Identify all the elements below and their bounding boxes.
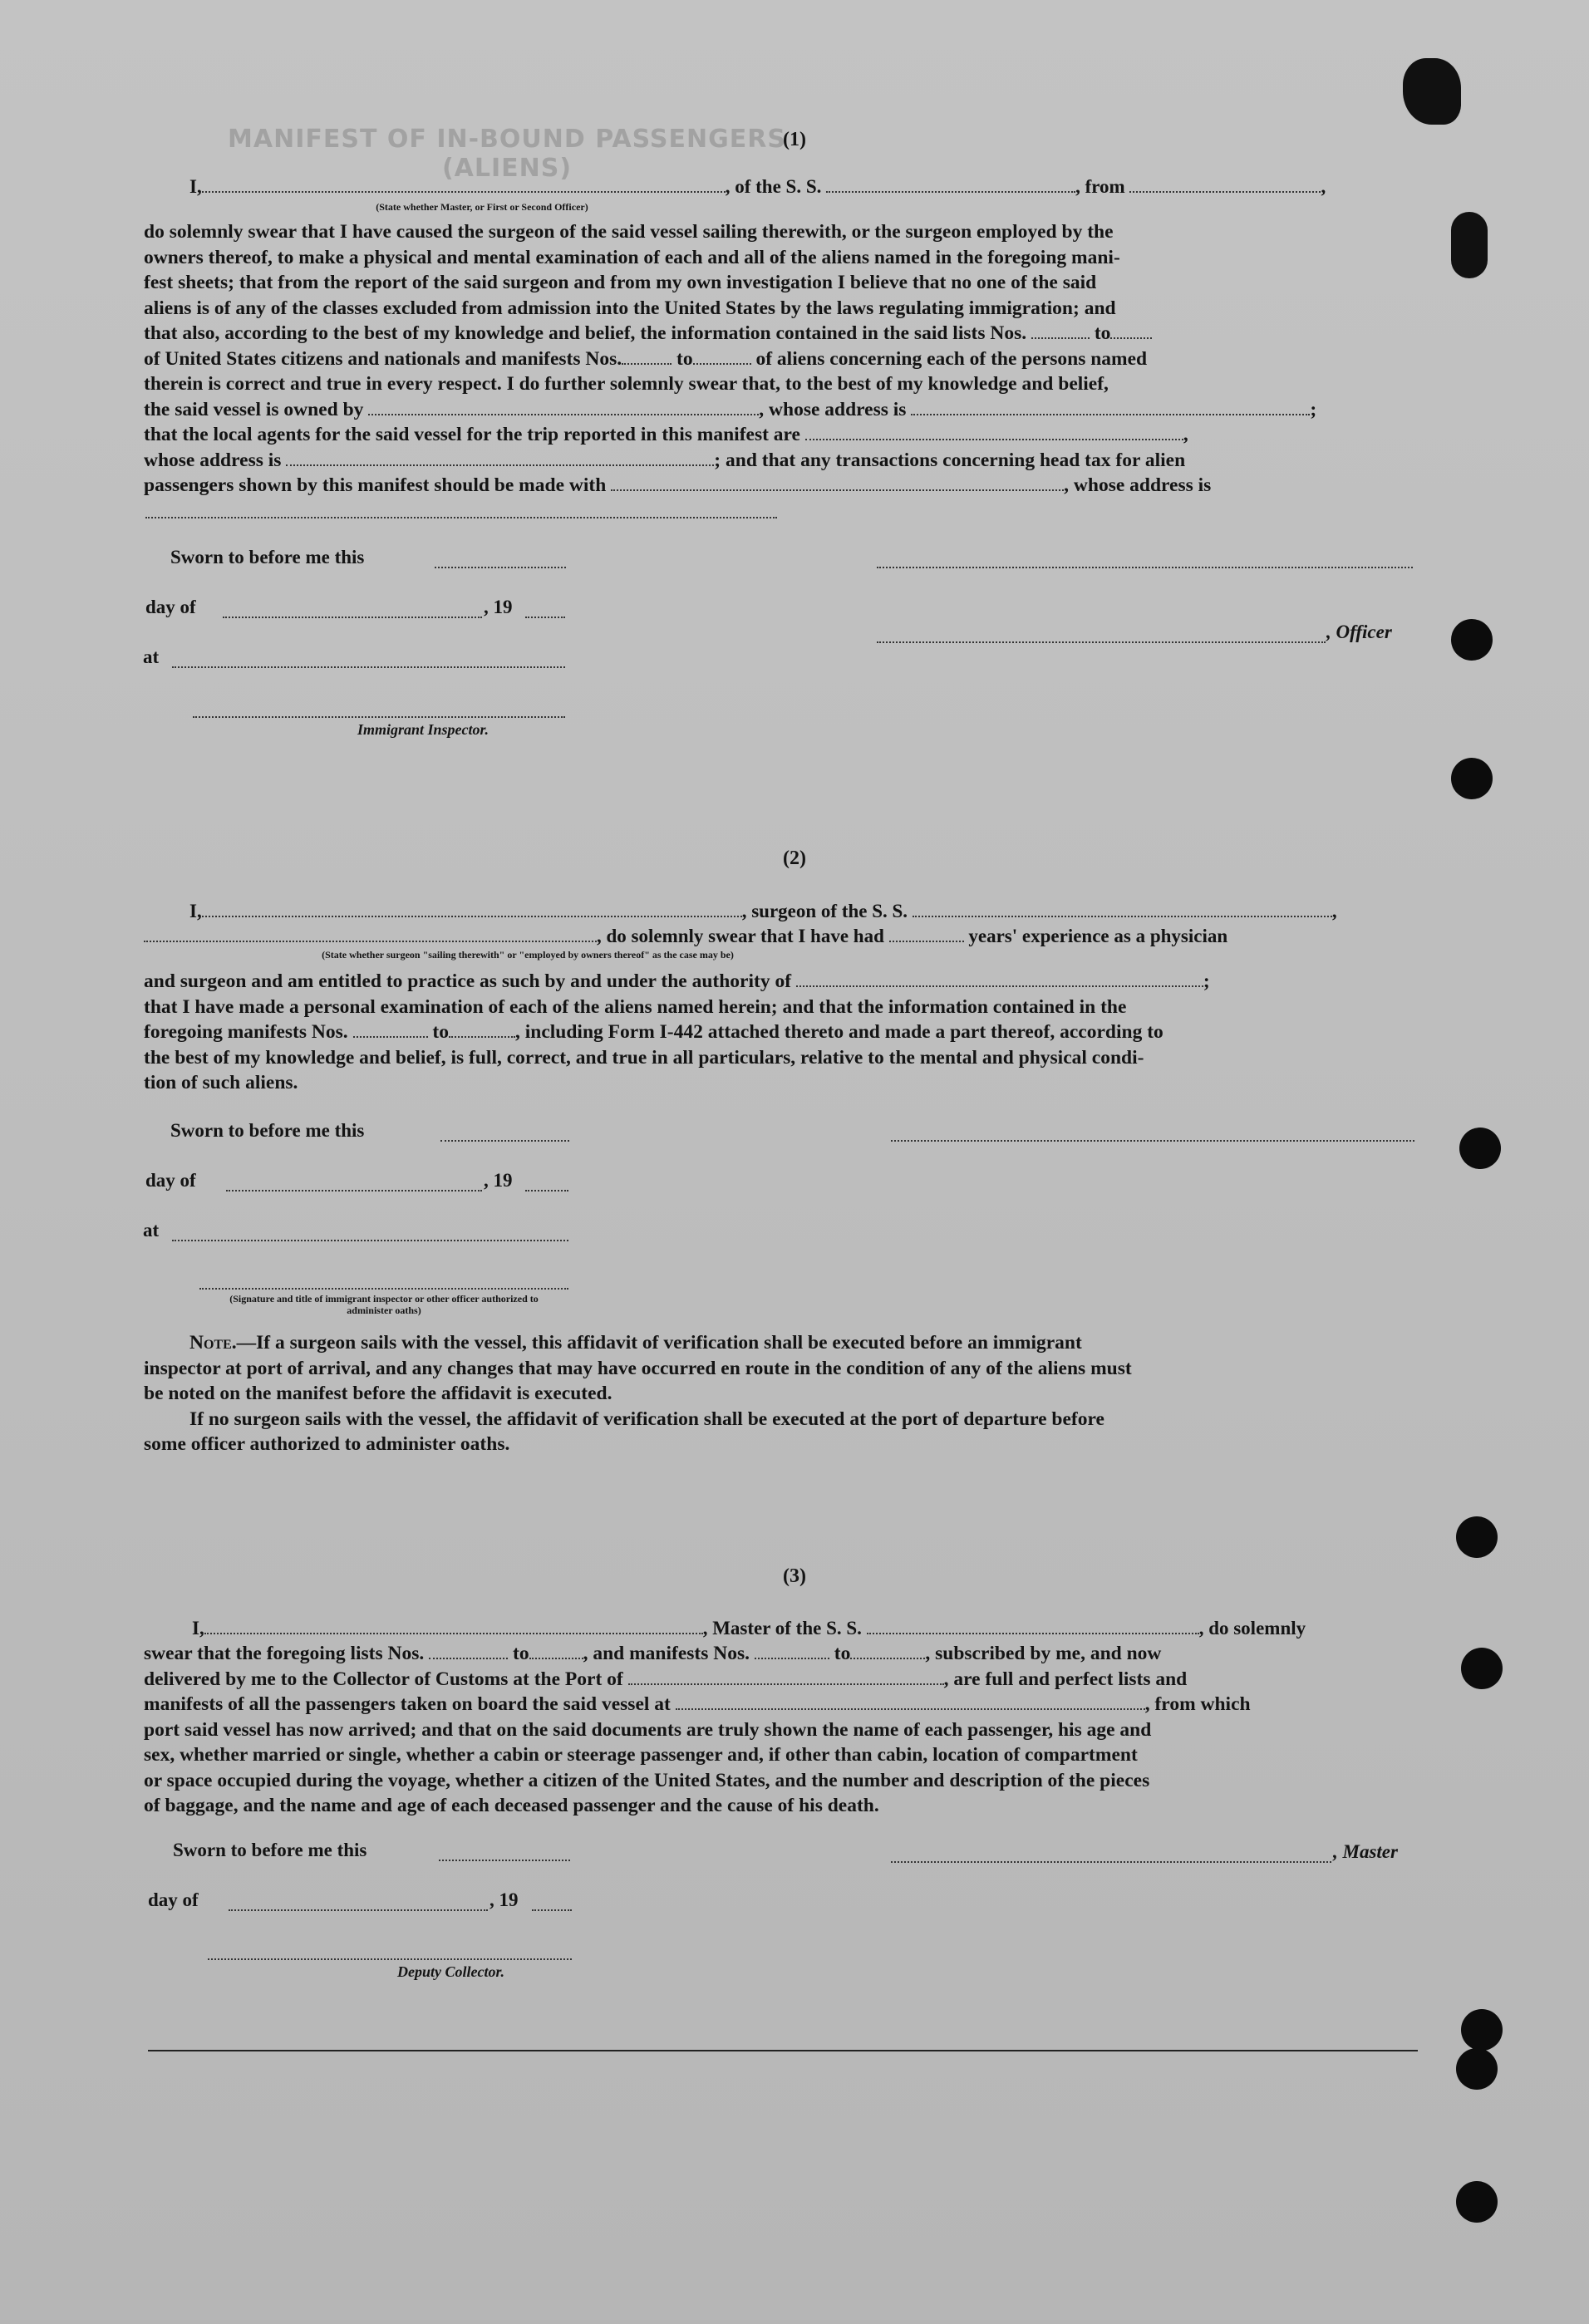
- section-2-surgeon-note: (State whether surgeon "sailing therewith" or "employed by owners thereof" as the case may be): [322, 949, 734, 961]
- alien-manifests-from-field[interactable]: [622, 348, 672, 365]
- bottom-rule: [148, 2050, 1418, 2051]
- administering-officer-note: (Signature and title of immigrant inspector or other officer authorized to administer oaths): [229, 1293, 539, 1316]
- head-tax-contact-field[interactable]: [611, 474, 1064, 491]
- officer-name-field[interactable]: [202, 176, 726, 193]
- binder-hole-7: [1456, 2048, 1498, 2090]
- section-2-manifests-to-field[interactable]: [449, 1021, 515, 1038]
- authority-field[interactable]: [796, 970, 1203, 987]
- alien-manifests-to-field[interactable]: [693, 348, 751, 365]
- master-name-field[interactable]: [204, 1618, 703, 1634]
- binder-hole-5: [1461, 1648, 1503, 1689]
- head-tax-address-field[interactable]: [145, 515, 777, 518]
- section-3-master-label: , Master: [1333, 1841, 1398, 1862]
- immigrant-inspector-signature-field[interactable]: [193, 715, 565, 718]
- section-1-year-field[interactable]: [525, 615, 565, 618]
- section-2-day-label: day of: [145, 1170, 196, 1191]
- binder-hole-6: [1461, 2009, 1503, 2051]
- section-1-at-label: at: [143, 646, 160, 667]
- section-3-day-field[interactable]: [229, 1908, 488, 1911]
- binder-hole-3: [1459, 1128, 1501, 1169]
- section-3-manifests-to-field[interactable]: [850, 1643, 925, 1659]
- agents-address-field[interactable]: [286, 450, 714, 466]
- years-experience-field[interactable]: [889, 926, 964, 942]
- administering-officer-signature-field[interactable]: [199, 1286, 568, 1290]
- binder-hole-1: [1451, 619, 1493, 661]
- surgeon-status-field[interactable]: [144, 926, 597, 942]
- section-3-year-label: , 19: [489, 1889, 519, 1910]
- citizen-lists-to-field[interactable]: [1110, 322, 1152, 339]
- section-3-year-field[interactable]: [532, 1908, 572, 1911]
- section-3-vessel-field[interactable]: [867, 1618, 1199, 1634]
- section-1-officer-note: (State whether Master, or First or Second Officer): [376, 201, 588, 213]
- section-1-sworn-label: Sworn to before me this: [170, 547, 365, 567]
- section-1-number: (1): [783, 129, 806, 150]
- section-1-at-field[interactable]: [172, 665, 565, 668]
- section-3-day-label: day of: [148, 1889, 199, 1910]
- section-2-number: (2): [783, 848, 806, 869]
- section-3-body: swear that the foregoing lists Nos. to , and manifests Nos. to , subscribed by me, and now delivered by me to the Collector of Customs at the Port of , are full and perfect lists and manifests of all the passengers taken on board the said vessel at , from which port said vessel has now arrived; and that on the said documents are truly shown the name of each passenger, his age and sex, whether married or single, whether a cabin or steerage passenger and, if other than cabin, location of compartment or space occupied during the voyage, whether a citizen of the United States, and the number and description of the pieces of baggage, and the name and age of each deceased passenger and the cause of his death.: [144, 1643, 1251, 1816]
- section-2-at-field[interactable]: [172, 1238, 568, 1241]
- section-2-line-2: , do solemnly swear that I have had years' experience as a physician: [144, 924, 1415, 949]
- section-1-officer-label: , Officer: [1326, 622, 1392, 642]
- binder-hole-2: [1451, 758, 1493, 799]
- section-2-at-label: at: [143, 1220, 160, 1241]
- deputy-collector-label: Deputy Collector.: [397, 1963, 504, 1980]
- master-signature-field[interactable]: [891, 1860, 1331, 1863]
- owner-address-field[interactable]: [911, 399, 1310, 415]
- section-2-sworn-label: Sworn to before me this: [170, 1120, 365, 1141]
- section-3-lists-from-field[interactable]: [429, 1643, 508, 1659]
- section-3-sworn-label: Sworn to before me this: [173, 1840, 367, 1860]
- binder-hole-8: [1456, 2181, 1498, 2223]
- surgeon-signature-field[interactable]: [891, 1138, 1414, 1142]
- section-3-line-1: I, , Master of the S. S. , do solemnly: [192, 1618, 1306, 1639]
- section-1-body: do solemnly swear that I have caused the surgeon of the said vessel sailing therewith, or the surgeon employed by the owners thereof, to make a physical and mental examination of each and all of the aliens named in the foregoing mani- fest sheets; that from the report of the said surgeon and from my own investigation I believe that no one of the said aliens is of any of the classes excluded from admission into the United States by the laws regulating immigration; and that also, according to the best of my knowledge and belief, the information contained in the said lists Nos. to of United States citizens and nationals and manifests Nos. to of aliens concerning each of the persons named therein is correct and true in every respect. I do further solemnly swear that, to the best of my knowledge and belief, the said vessel is owned by , whose address is ; that the local agents for the said vessel for the trip reported in this manifest are , whose address is ; and that any transactions concerning head tax for alien passengers shown by this manifest should be made with , whose address is: [144, 221, 1317, 496]
- section-1-day-label: day of: [145, 597, 196, 617]
- section-2-note: Note.—If a surgeon sails with the vessel, this affidavit of verification shall be executed before an immigrant inspector at port of arrival, and any changes that may have occurred en route in the condition of any of the aliens must be noted on the manifest before the affidavit is executed. If no surgeon sails with the vessel, the affidavit of verification shall be executed at the port of departure before some officer authorized to administer oaths.: [144, 1332, 1132, 1455]
- departure-port-field[interactable]: [1129, 176, 1321, 193]
- vessel-name-field[interactable]: [826, 176, 1075, 193]
- corner-page-mark: [1403, 58, 1461, 125]
- section-2-year-label: , 19: [484, 1170, 513, 1191]
- section-3-manifests-from-field[interactable]: [755, 1643, 829, 1659]
- section-2-line-1: I, , surgeon of the S. S. ,: [189, 901, 1337, 921]
- vessel-owner-field[interactable]: [368, 399, 759, 415]
- section-3-number: (3): [783, 1565, 806, 1587]
- section-2-sworn-date-field[interactable]: [440, 1138, 569, 1142]
- section-1-line-1: I, , of the S. S. , from ,: [189, 176, 1326, 197]
- section-3-lists-to-field[interactable]: [529, 1643, 583, 1659]
- section-2-vessel-field[interactable]: [913, 901, 1332, 917]
- section-2-year-field[interactable]: [525, 1188, 568, 1191]
- section-1-officer-signature-field[interactable]: [877, 640, 1326, 643]
- binder-hole-4: [1456, 1516, 1498, 1558]
- immigrant-inspector-label: Immigrant Inspector.: [357, 721, 489, 738]
- section-2-manifests-from-field[interactable]: [353, 1021, 428, 1038]
- local-agents-field[interactable]: [805, 424, 1183, 440]
- section-2-body: and surgeon and am entitled to practice as such by and under the authority of ; that I have made a personal examination of each of the aliens named herein; and that the information contained in the foregoing manifests Nos. to , including Form I-442 attached thereto and made a part thereof, according to the best of my knowledge and belief, is full, correct, and true in all particulars, relative to the mental and physical condi- tion of such aliens.: [144, 970, 1210, 1093]
- deputy-collector-signature-field[interactable]: [208, 1957, 572, 1960]
- section-2-day-field[interactable]: [226, 1188, 482, 1191]
- surgeon-name-field[interactable]: [202, 901, 742, 917]
- embarkation-port-field[interactable]: [676, 1693, 1145, 1710]
- port-field[interactable]: [628, 1668, 944, 1685]
- faint-bleed-through-title: MANIFEST OF IN-BOUND PASSENGERS (ALIENS): [228, 125, 786, 183]
- section-1-day-field[interactable]: [223, 615, 482, 618]
- binder-clip: [1451, 212, 1488, 278]
- section-1-sworn-date-field[interactable]: [435, 565, 566, 568]
- section-1-officer-signature-top[interactable]: [877, 565, 1413, 568]
- section-1-year-label: , 19: [484, 597, 513, 617]
- citizen-lists-from-field[interactable]: [1031, 322, 1090, 339]
- section-3-sworn-date-field[interactable]: [439, 1858, 570, 1861]
